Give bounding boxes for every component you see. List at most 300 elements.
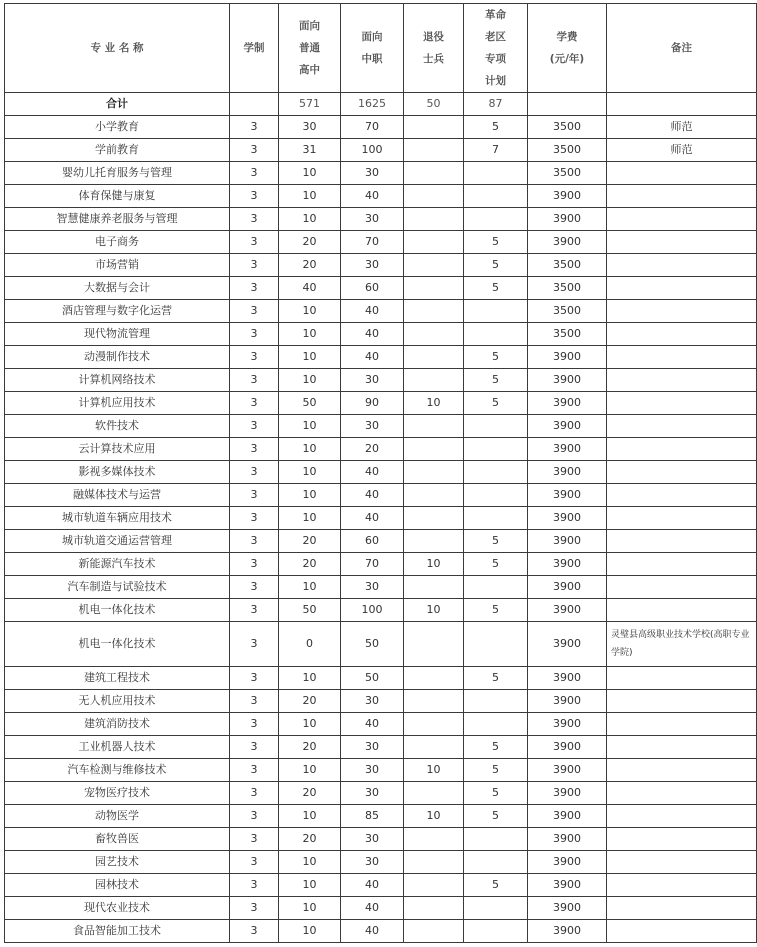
veterans-quota-cell: 10 [404, 805, 464, 828]
tuition-cell: 3900 [528, 185, 607, 208]
general-hs-quota-cell: 10 [279, 759, 341, 782]
veterans-quota-cell [404, 438, 464, 461]
years-cell: 3 [230, 139, 279, 162]
total-veterans: 50 [404, 93, 464, 116]
years-cell: 3 [230, 369, 279, 392]
table-row [5, 369, 757, 392]
note-cell [607, 461, 757, 484]
revolutionary-quota-cell [464, 507, 528, 530]
years-cell: 3 [230, 116, 279, 139]
note-cell [607, 208, 757, 231]
revolutionary-quota-cell [464, 162, 528, 185]
note-cell: 灵璧县高级职业技术学校(高职专业学院) [607, 622, 757, 667]
general-hs-quota-cell: 10 [279, 346, 341, 369]
veterans-quota-cell [404, 530, 464, 553]
years-cell: 3 [230, 507, 279, 530]
vocational-quota-cell: 40 [341, 920, 404, 943]
major-name-cell: 婴幼儿托育服务与管理 [5, 162, 230, 185]
revolutionary-quota-cell [464, 690, 528, 713]
table-body [5, 93, 757, 943]
vocational-quota-cell: 30 [341, 208, 404, 231]
revolutionary-quota-cell [464, 438, 528, 461]
major-name-cell: 汽车检测与维修技术 [5, 759, 230, 782]
vocational-quota-cell: 100 [341, 599, 404, 622]
table-row [5, 667, 757, 690]
revolutionary-quota-cell [464, 300, 528, 323]
revolutionary-quota-cell [464, 208, 528, 231]
table-row [5, 392, 757, 415]
note-cell [607, 897, 757, 920]
note-cell [607, 576, 757, 599]
veterans-quota-cell [404, 851, 464, 874]
major-name-cell: 小学教育 [5, 116, 230, 139]
general-hs-quota-cell: 0 [279, 622, 341, 667]
header-general-hs: 面向 普通 高中 [279, 4, 341, 93]
total-vocational: 1625 [341, 93, 404, 116]
veterans-quota-cell: 10 [404, 553, 464, 576]
note-cell [607, 553, 757, 576]
general-hs-quota-cell: 20 [279, 828, 341, 851]
years-cell: 3 [230, 415, 279, 438]
total-years [230, 93, 279, 116]
table-row [5, 874, 757, 897]
revolutionary-quota-cell: 5 [464, 530, 528, 553]
years-cell: 3 [230, 323, 279, 346]
veterans-quota-cell [404, 254, 464, 277]
years-cell: 3 [230, 897, 279, 920]
total-label: 合计 [5, 93, 230, 116]
vocational-quota-cell: 90 [341, 392, 404, 415]
veterans-quota-cell [404, 484, 464, 507]
general-hs-quota-cell: 10 [279, 507, 341, 530]
table-row [5, 690, 757, 713]
veterans-quota-cell: 10 [404, 599, 464, 622]
general-hs-quota-cell: 30 [279, 116, 341, 139]
years-cell: 3 [230, 713, 279, 736]
years-cell: 3 [230, 277, 279, 300]
vocational-quota-cell: 70 [341, 231, 404, 254]
vocational-quota-cell: 40 [341, 461, 404, 484]
general-hs-quota-cell: 10 [279, 851, 341, 874]
major-name-cell: 汽车制造与试验技术 [5, 576, 230, 599]
general-hs-quota-cell: 10 [279, 162, 341, 185]
table-row [5, 139, 757, 162]
veterans-quota-cell [404, 782, 464, 805]
table-row [5, 116, 757, 139]
veterans-quota-cell [404, 139, 464, 162]
major-name-cell: 工业机器人技术 [5, 736, 230, 759]
veterans-quota-cell [404, 920, 464, 943]
table-row [5, 736, 757, 759]
veterans-quota-cell [404, 116, 464, 139]
table-row [5, 782, 757, 805]
revolutionary-quota-cell: 5 [464, 116, 528, 139]
note-cell: 师范 [607, 116, 757, 139]
revolutionary-quota-cell [464, 185, 528, 208]
veterans-quota-cell [404, 346, 464, 369]
veterans-quota-cell [404, 300, 464, 323]
note-cell [607, 805, 757, 828]
years-cell: 3 [230, 254, 279, 277]
note-cell [607, 231, 757, 254]
general-hs-quota-cell: 20 [279, 690, 341, 713]
revolutionary-quota-cell: 5 [464, 277, 528, 300]
general-hs-quota-cell: 20 [279, 231, 341, 254]
total-tuition [528, 93, 607, 116]
tuition-cell: 3900 [528, 231, 607, 254]
vocational-quota-cell: 30 [341, 162, 404, 185]
major-name-cell: 计算机网络技术 [5, 369, 230, 392]
general-hs-quota-cell: 31 [279, 139, 341, 162]
table-row [5, 162, 757, 185]
tuition-cell: 3500 [528, 139, 607, 162]
vocational-quota-cell: 40 [341, 484, 404, 507]
vocational-quota-cell: 40 [341, 507, 404, 530]
note-cell [607, 484, 757, 507]
revolutionary-quota-cell [464, 851, 528, 874]
veterans-quota-cell [404, 323, 464, 346]
revolutionary-quota-cell: 5 [464, 667, 528, 690]
major-name-cell: 智慧健康养老服务与管理 [5, 208, 230, 231]
vocational-quota-cell: 40 [341, 897, 404, 920]
tuition-cell: 3900 [528, 759, 607, 782]
years-cell: 3 [230, 759, 279, 782]
years-cell: 3 [230, 484, 279, 507]
revolutionary-quota-cell: 5 [464, 231, 528, 254]
years-cell: 3 [230, 576, 279, 599]
vocational-quota-cell: 40 [341, 323, 404, 346]
revolutionary-quota-cell [464, 461, 528, 484]
tuition-cell: 3900 [528, 346, 607, 369]
tuition-cell: 3900 [528, 530, 607, 553]
tuition-cell: 3900 [528, 736, 607, 759]
revolutionary-quota-cell: 5 [464, 736, 528, 759]
tuition-cell: 3900 [528, 484, 607, 507]
table-row [5, 254, 757, 277]
major-name-cell: 园艺技术 [5, 851, 230, 874]
vocational-quota-cell: 50 [341, 622, 404, 667]
tuition-cell: 3900 [528, 622, 607, 667]
general-hs-quota-cell: 20 [279, 254, 341, 277]
general-hs-quota-cell: 50 [279, 392, 341, 415]
veterans-quota-cell [404, 415, 464, 438]
general-hs-quota-cell: 10 [279, 185, 341, 208]
tuition-cell: 3900 [528, 828, 607, 851]
veterans-quota-cell [404, 897, 464, 920]
years-cell: 3 [230, 530, 279, 553]
revolutionary-quota-cell: 5 [464, 782, 528, 805]
years-cell: 3 [230, 438, 279, 461]
header-note: 备注 [607, 4, 757, 93]
major-name-cell: 酒店管理与数字化运营 [5, 300, 230, 323]
major-name-cell: 畜牧兽医 [5, 828, 230, 851]
vocational-quota-cell: 30 [341, 369, 404, 392]
tuition-cell: 3500 [528, 300, 607, 323]
total-revolutionary: 87 [464, 93, 528, 116]
tuition-cell: 3900 [528, 851, 607, 874]
veterans-quota-cell [404, 667, 464, 690]
major-name-cell: 市场营销 [5, 254, 230, 277]
vocational-quota-cell: 60 [341, 530, 404, 553]
table-row [5, 530, 757, 553]
tuition-cell: 3900 [528, 369, 607, 392]
vocational-quota-cell: 85 [341, 805, 404, 828]
major-name-cell: 学前教育 [5, 139, 230, 162]
years-cell: 3 [230, 782, 279, 805]
note-cell [607, 828, 757, 851]
vocational-quota-cell: 30 [341, 851, 404, 874]
revolutionary-quota-cell [464, 323, 528, 346]
general-hs-quota-cell: 20 [279, 530, 341, 553]
general-hs-quota-cell: 10 [279, 415, 341, 438]
table-row [5, 759, 757, 782]
table-row [5, 897, 757, 920]
major-name-cell: 宠物医疗技术 [5, 782, 230, 805]
table-row [5, 920, 757, 943]
major-name-cell: 食品智能加工技术 [5, 920, 230, 943]
note-cell [607, 254, 757, 277]
note-cell [607, 346, 757, 369]
tuition-cell: 3900 [528, 415, 607, 438]
note-cell [607, 667, 757, 690]
tuition-cell: 3900 [528, 897, 607, 920]
general-hs-quota-cell: 10 [279, 874, 341, 897]
major-name-cell: 动物医学 [5, 805, 230, 828]
revolutionary-quota-cell [464, 415, 528, 438]
years-cell: 3 [230, 622, 279, 667]
header-row [5, 4, 757, 93]
revolutionary-quota-cell: 5 [464, 553, 528, 576]
note-cell [607, 392, 757, 415]
years-cell: 3 [230, 231, 279, 254]
note-cell [607, 323, 757, 346]
note-cell [607, 599, 757, 622]
major-name-cell: 建筑工程技术 [5, 667, 230, 690]
vocational-quota-cell: 70 [341, 116, 404, 139]
general-hs-quota-cell: 10 [279, 713, 341, 736]
general-hs-quota-cell: 10 [279, 484, 341, 507]
vocational-quota-cell: 50 [341, 667, 404, 690]
years-cell: 3 [230, 736, 279, 759]
veterans-quota-cell [404, 507, 464, 530]
years-cell: 3 [230, 392, 279, 415]
veterans-quota-cell [404, 622, 464, 667]
header-veterans: 退役 士兵 [404, 4, 464, 93]
veterans-quota-cell [404, 461, 464, 484]
vocational-quota-cell: 40 [341, 185, 404, 208]
major-name-cell: 电子商务 [5, 231, 230, 254]
tuition-cell: 3500 [528, 116, 607, 139]
table-row [5, 507, 757, 530]
table-row [5, 828, 757, 851]
major-name-cell: 动漫制作技术 [5, 346, 230, 369]
header-years: 学制 [230, 4, 279, 93]
years-cell: 3 [230, 828, 279, 851]
years-cell: 3 [230, 690, 279, 713]
table-row [5, 438, 757, 461]
revolutionary-quota-cell: 5 [464, 874, 528, 897]
table-row [5, 461, 757, 484]
tuition-cell: 3900 [528, 392, 607, 415]
note-cell [607, 920, 757, 943]
table-row [5, 553, 757, 576]
revolutionary-quota-cell [464, 576, 528, 599]
general-hs-quota-cell: 10 [279, 897, 341, 920]
vocational-quota-cell: 30 [341, 782, 404, 805]
revolutionary-quota-cell: 7 [464, 139, 528, 162]
note-cell [607, 874, 757, 897]
tuition-cell: 3500 [528, 162, 607, 185]
general-hs-quota-cell: 10 [279, 920, 341, 943]
years-cell: 3 [230, 599, 279, 622]
years-cell: 3 [230, 805, 279, 828]
revolutionary-quota-cell [464, 897, 528, 920]
revolutionary-quota-cell [464, 828, 528, 851]
veterans-quota-cell [404, 690, 464, 713]
vocational-quota-cell: 30 [341, 828, 404, 851]
general-hs-quota-cell: 10 [279, 369, 341, 392]
revolutionary-quota-cell [464, 920, 528, 943]
tuition-cell: 3900 [528, 874, 607, 897]
table-row [5, 599, 757, 622]
note-cell [607, 369, 757, 392]
revolutionary-quota-cell: 5 [464, 392, 528, 415]
table-row [5, 622, 757, 667]
years-cell: 3 [230, 185, 279, 208]
veterans-quota-cell [404, 369, 464, 392]
tuition-cell: 3900 [528, 599, 607, 622]
header-vocational: 面向 中职 [341, 4, 404, 93]
tuition-cell: 3900 [528, 208, 607, 231]
general-hs-quota-cell: 20 [279, 782, 341, 805]
general-hs-quota-cell: 10 [279, 300, 341, 323]
tuition-cell: 3900 [528, 576, 607, 599]
table-row [5, 300, 757, 323]
tuition-cell: 3900 [528, 920, 607, 943]
revolutionary-quota-cell: 5 [464, 254, 528, 277]
table-row [5, 851, 757, 874]
years-cell: 3 [230, 874, 279, 897]
header-revolutionary: 革命 老区 专项 计划 [464, 4, 528, 93]
vocational-quota-cell: 40 [341, 874, 404, 897]
veterans-quota-cell [404, 828, 464, 851]
major-name-cell: 城市轨道交通运营管理 [5, 530, 230, 553]
revolutionary-quota-cell: 5 [464, 805, 528, 828]
years-cell: 3 [230, 920, 279, 943]
major-name-cell: 云计算技术应用 [5, 438, 230, 461]
major-name-cell: 机电一体化技术 [5, 599, 230, 622]
total-note [607, 93, 757, 116]
years-cell: 3 [230, 851, 279, 874]
years-cell: 3 [230, 162, 279, 185]
note-cell [607, 438, 757, 461]
major-name-cell: 建筑消防技术 [5, 713, 230, 736]
table-row [5, 805, 757, 828]
vocational-quota-cell: 60 [341, 277, 404, 300]
tuition-cell: 3900 [528, 690, 607, 713]
vocational-quota-cell: 30 [341, 690, 404, 713]
note-cell [607, 851, 757, 874]
veterans-quota-cell: 10 [404, 759, 464, 782]
major-name-cell: 大数据与会计 [5, 277, 230, 300]
veterans-quota-cell [404, 162, 464, 185]
general-hs-quota-cell: 10 [279, 461, 341, 484]
years-cell: 3 [230, 300, 279, 323]
header-major: 专 业 名 称 [5, 4, 230, 93]
table-row [5, 346, 757, 369]
table-row [5, 277, 757, 300]
note-cell [607, 300, 757, 323]
tuition-cell: 3500 [528, 277, 607, 300]
general-hs-quota-cell: 50 [279, 599, 341, 622]
major-name-cell: 影视多媒体技术 [5, 461, 230, 484]
major-name-cell: 园林技术 [5, 874, 230, 897]
enrollment-table [4, 3, 757, 943]
tuition-cell: 3900 [528, 461, 607, 484]
major-name-cell: 融媒体技术与运营 [5, 484, 230, 507]
table-row [5, 185, 757, 208]
table-row [5, 231, 757, 254]
note-cell [607, 690, 757, 713]
revolutionary-quota-cell [464, 484, 528, 507]
note-cell [607, 185, 757, 208]
tuition-cell: 3900 [528, 782, 607, 805]
note-cell [607, 162, 757, 185]
vocational-quota-cell: 40 [341, 346, 404, 369]
major-name-cell: 新能源汽车技术 [5, 553, 230, 576]
tuition-cell: 3900 [528, 805, 607, 828]
years-cell: 3 [230, 553, 279, 576]
tuition-cell: 3900 [528, 507, 607, 530]
veterans-quota-cell [404, 277, 464, 300]
total-row [5, 93, 757, 116]
tuition-cell: 3900 [528, 438, 607, 461]
years-cell: 3 [230, 346, 279, 369]
vocational-quota-cell: 30 [341, 576, 404, 599]
vocational-quota-cell: 30 [341, 736, 404, 759]
veterans-quota-cell [404, 576, 464, 599]
total-general-hs: 571 [279, 93, 341, 116]
general-hs-quota-cell: 40 [279, 277, 341, 300]
general-hs-quota-cell: 10 [279, 576, 341, 599]
revolutionary-quota-cell [464, 713, 528, 736]
vocational-quota-cell: 30 [341, 759, 404, 782]
note-cell [607, 782, 757, 805]
tuition-cell: 3500 [528, 254, 607, 277]
table-row [5, 713, 757, 736]
major-name-cell: 城市轨道车辆应用技术 [5, 507, 230, 530]
table-row [5, 415, 757, 438]
note-cell [607, 415, 757, 438]
general-hs-quota-cell: 10 [279, 438, 341, 461]
note-cell [607, 713, 757, 736]
general-hs-quota-cell: 10 [279, 323, 341, 346]
note-cell [607, 530, 757, 553]
veterans-quota-cell [404, 185, 464, 208]
revolutionary-quota-cell: 5 [464, 369, 528, 392]
tuition-cell: 3900 [528, 713, 607, 736]
veterans-quota-cell: 10 [404, 392, 464, 415]
revolutionary-quota-cell [464, 622, 528, 667]
tuition-cell: 3500 [528, 323, 607, 346]
note-cell [607, 759, 757, 782]
table-row [5, 323, 757, 346]
vocational-quota-cell: 30 [341, 254, 404, 277]
major-name-cell: 机电一体化技术 [5, 622, 230, 667]
note-cell: 师范 [607, 139, 757, 162]
vocational-quota-cell: 20 [341, 438, 404, 461]
table-row [5, 208, 757, 231]
